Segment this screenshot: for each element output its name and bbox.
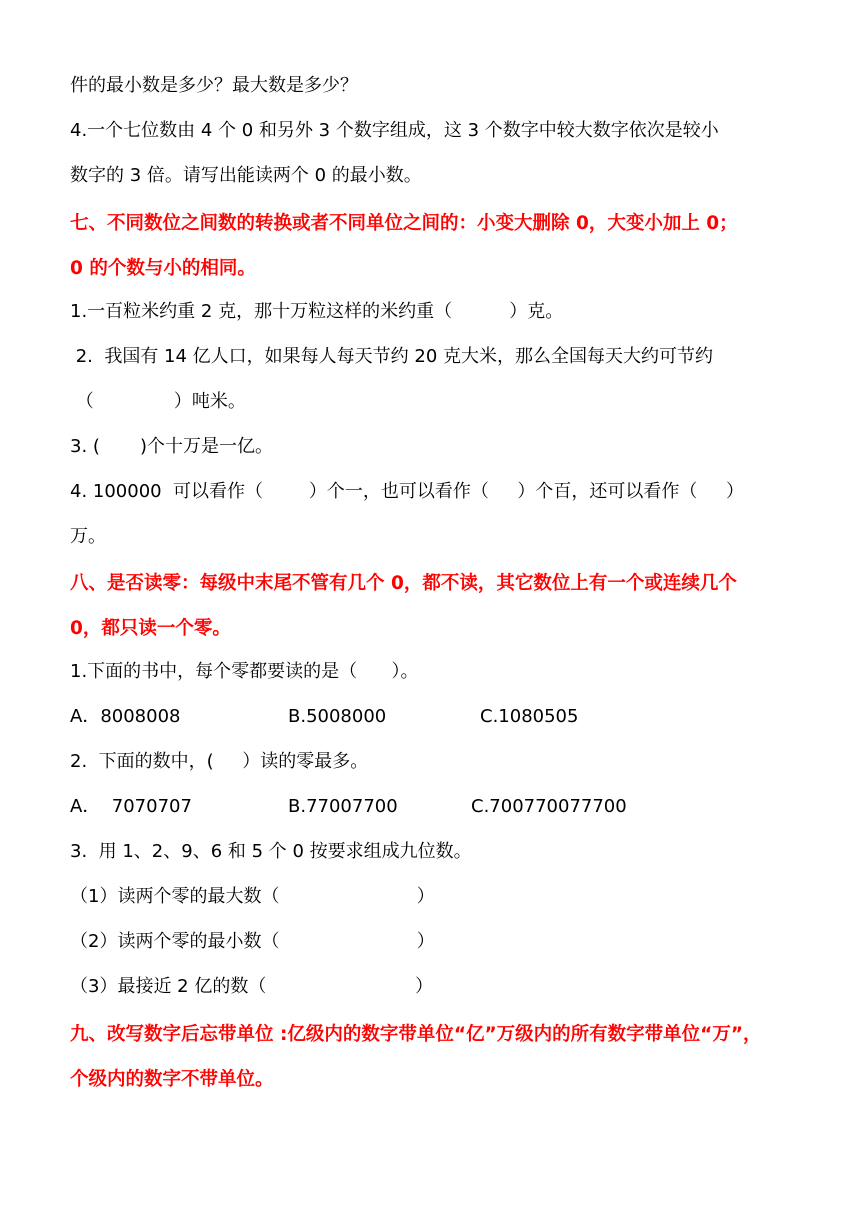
options-row — [70, 704, 770, 730]
option-c: C.700770077700 — [471, 796, 627, 817]
section-7-heading-cont: 0 的个数与小的相同。 — [70, 258, 256, 279]
question-3-text: 3. ( )个十万是一亿。 — [70, 436, 273, 457]
question-2-blank-line: （ ）吨米。 — [70, 391, 246, 412]
question-2-text: 2. 我国有 14 亿人口，如果每人每天节约 20 克大米，那么全国每天大约可节约 — [70, 346, 714, 367]
subquestion-2: （2）读两个零的最小数（ ） — [70, 931, 435, 952]
question-4-text: 4. 100000 可以看作（ ）个一，也可以看作（ ）个百，还可以看作（ ） — [70, 481, 745, 502]
option-a: A．8008008 — [70, 706, 181, 727]
options-row — [70, 794, 770, 820]
section-9-heading-cont: 个级内的数字不带单位。 — [70, 1069, 274, 1090]
question-1-text: 1.下面的书中，每个零都要读的是（ ）。 — [70, 661, 419, 682]
question-text: 万。 — [70, 526, 106, 547]
option-a: A． 7070707 — [70, 796, 192, 817]
option-c: C.1080505 — [480, 706, 579, 727]
question-text: 数字的 3 倍。请写出能读两个 0 的最小数。 — [70, 165, 422, 186]
section-7-heading: 七、不同数位之间数的转换或者不同单位之间的：小变大删除 0，大变小加上 0； — [70, 213, 738, 234]
subquestion-3: （3）最接近 2 亿的数（ ） — [70, 976, 434, 997]
section-8-heading: 八、是否读零：每级中末尾不管有几个 0，都不读，其它数位上有一个或连续几个 — [70, 573, 737, 594]
option-b: B.5008000 — [288, 706, 387, 727]
question-4-text: 4.一个七位数由 4 个 0 和另外 3 个数字组成，这 3 个数字中较大数字依次是较小 — [70, 120, 719, 141]
question-2-text: 2. 下面的数中，( ）读的零最多。 — [70, 751, 369, 772]
section-8-heading-cont: 0，都只读一个零。 — [70, 618, 231, 639]
question-3-text: 3. 用 1、2、9、6 和 5 个 0 按要求组成九位数。 — [70, 841, 472, 862]
option-b: B.77007700 — [288, 796, 398, 817]
section-9-heading: 九、改写数字后忘带单位 :亿级内的数字带单位“亿”万级内的所有数字带单位“万”， — [70, 1024, 762, 1045]
subquestion-1: （1）读两个零的最大数（ ） — [70, 886, 435, 907]
question-text: 件的最小数是多少？最大数是多少？ — [70, 75, 358, 96]
question-1-text: 1.一百粒米约重 2 克，那十万粒这样的米约重（ ）克。 — [70, 301, 564, 322]
